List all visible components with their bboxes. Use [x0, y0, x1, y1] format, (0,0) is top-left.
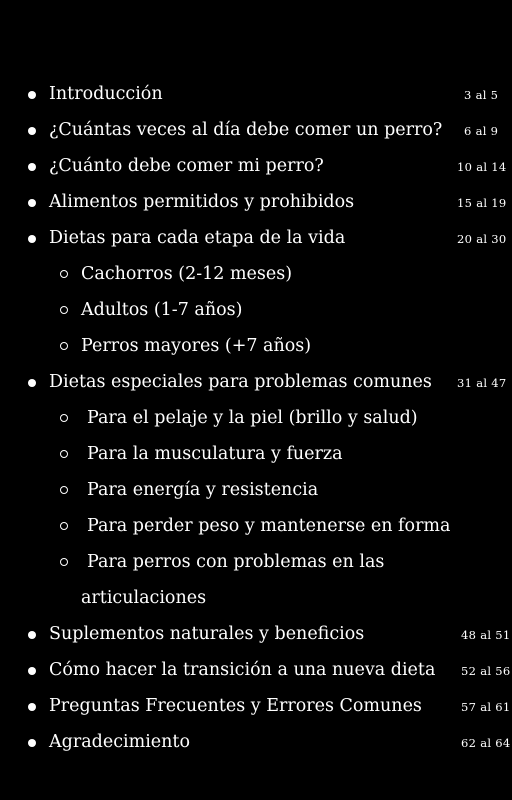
toc-subitem-label: Para la musculatura y fuerza — [87, 444, 343, 464]
toc-subitem-label: Adultos (1-7 años) — [81, 300, 243, 320]
toc-item-label: Dietas especiales para problemas comunes — [49, 372, 432, 392]
toc-item-veces-al-dia — [0, 112, 512, 148]
bullet-icon — [28, 739, 36, 747]
toc-subitem-pelaje — [0, 400, 512, 436]
toc-item-agradecimiento — [0, 724, 512, 760]
toc-subitem-label: Para energía y resistencia — [87, 480, 319, 500]
toc-item-label: Agradecimiento — [49, 732, 190, 752]
circle-bullet-icon — [60, 414, 68, 422]
toc-item-pages: 52 al 56 — [461, 664, 511, 678]
bullet-icon — [28, 631, 36, 639]
bullet-icon — [28, 667, 36, 675]
toc-item-transicion — [0, 652, 512, 688]
toc-item-label: Cómo hacer la transición a una nueva dieta — [49, 660, 436, 680]
toc-item-label: Dietas para cada etapa de la vida — [49, 228, 346, 248]
toc-subitem-energia — [0, 472, 512, 508]
toc-item-label: Preguntas Frecuentes y Errores Comunes — [49, 696, 422, 716]
toc-item-label: Alimentos permitidos y prohibidos — [49, 192, 355, 212]
toc-item-pages: 57 al 61 — [461, 700, 511, 714]
circle-bullet-icon — [60, 342, 68, 350]
bullet-icon — [28, 91, 36, 99]
toc-item-dietas-etapa — [0, 220, 512, 256]
toc-item-cuanto-comer — [0, 148, 512, 184]
toc-item-pages: 62 al 64 — [461, 736, 511, 750]
toc-subitem-cachorros — [0, 256, 512, 292]
toc-subitem-perder-peso — [0, 508, 512, 544]
circle-bullet-icon — [60, 450, 68, 458]
bullet-icon — [28, 379, 36, 387]
toc-subitem-label: Cachorros (2-12 meses) — [81, 264, 293, 284]
bullet-icon — [28, 163, 36, 171]
toc-item-pages: 10 al 14 — [457, 160, 507, 174]
toc-subitem-mayores — [0, 328, 512, 364]
toc-item-pages: 48 al 51 — [461, 628, 511, 642]
circle-bullet-icon — [60, 522, 68, 530]
toc-item-pages: 20 al 30 — [457, 232, 507, 246]
toc-item-suplementos — [0, 616, 512, 652]
toc-subitem-musculatura — [0, 436, 512, 472]
table-of-contents — [0, 76, 512, 760]
toc-subitem-articulaciones-continued — [0, 580, 512, 616]
toc-item-label: Introducción — [49, 84, 163, 104]
toc-item-label: ¿Cuántas veces al día debe comer un perro? — [49, 120, 443, 140]
bullet-icon — [28, 703, 36, 711]
bullet-icon — [28, 199, 36, 207]
toc-item-alimentos — [0, 184, 512, 220]
toc-subitem-label: Perros mayores (+7 años) — [81, 336, 312, 356]
toc-item-pages: 3 al 5 — [464, 88, 499, 102]
toc-item-label: Suplementos naturales y beneficios — [49, 624, 365, 644]
toc-subitem-adultos — [0, 292, 512, 328]
toc-subitem-label: Para perros con problemas en las — [87, 552, 385, 572]
circle-bullet-icon — [60, 270, 68, 278]
toc-item-pages: 6 al 9 — [464, 124, 499, 138]
circle-bullet-icon — [60, 486, 68, 494]
toc-item-pages: 15 al 19 — [457, 196, 507, 210]
toc-item-preguntas — [0, 688, 512, 724]
toc-subitem-label: articulaciones — [81, 588, 207, 608]
bullet-icon — [28, 235, 36, 243]
bullet-icon — [28, 127, 36, 135]
toc-item-dietas-especiales — [0, 364, 512, 400]
toc-subitem-label: Para perder peso y mantenerse en forma — [87, 516, 451, 536]
circle-bullet-icon — [60, 306, 68, 314]
toc-subitem-articulaciones — [0, 544, 512, 580]
circle-bullet-icon — [60, 558, 68, 566]
toc-item-introduccion — [0, 76, 512, 112]
toc-item-pages: 31 al 47 — [457, 376, 507, 390]
toc-item-label: ¿Cuánto debe comer mi perro? — [49, 156, 324, 176]
toc-subitem-label: Para el pelaje y la piel (brillo y salud) — [87, 408, 418, 428]
